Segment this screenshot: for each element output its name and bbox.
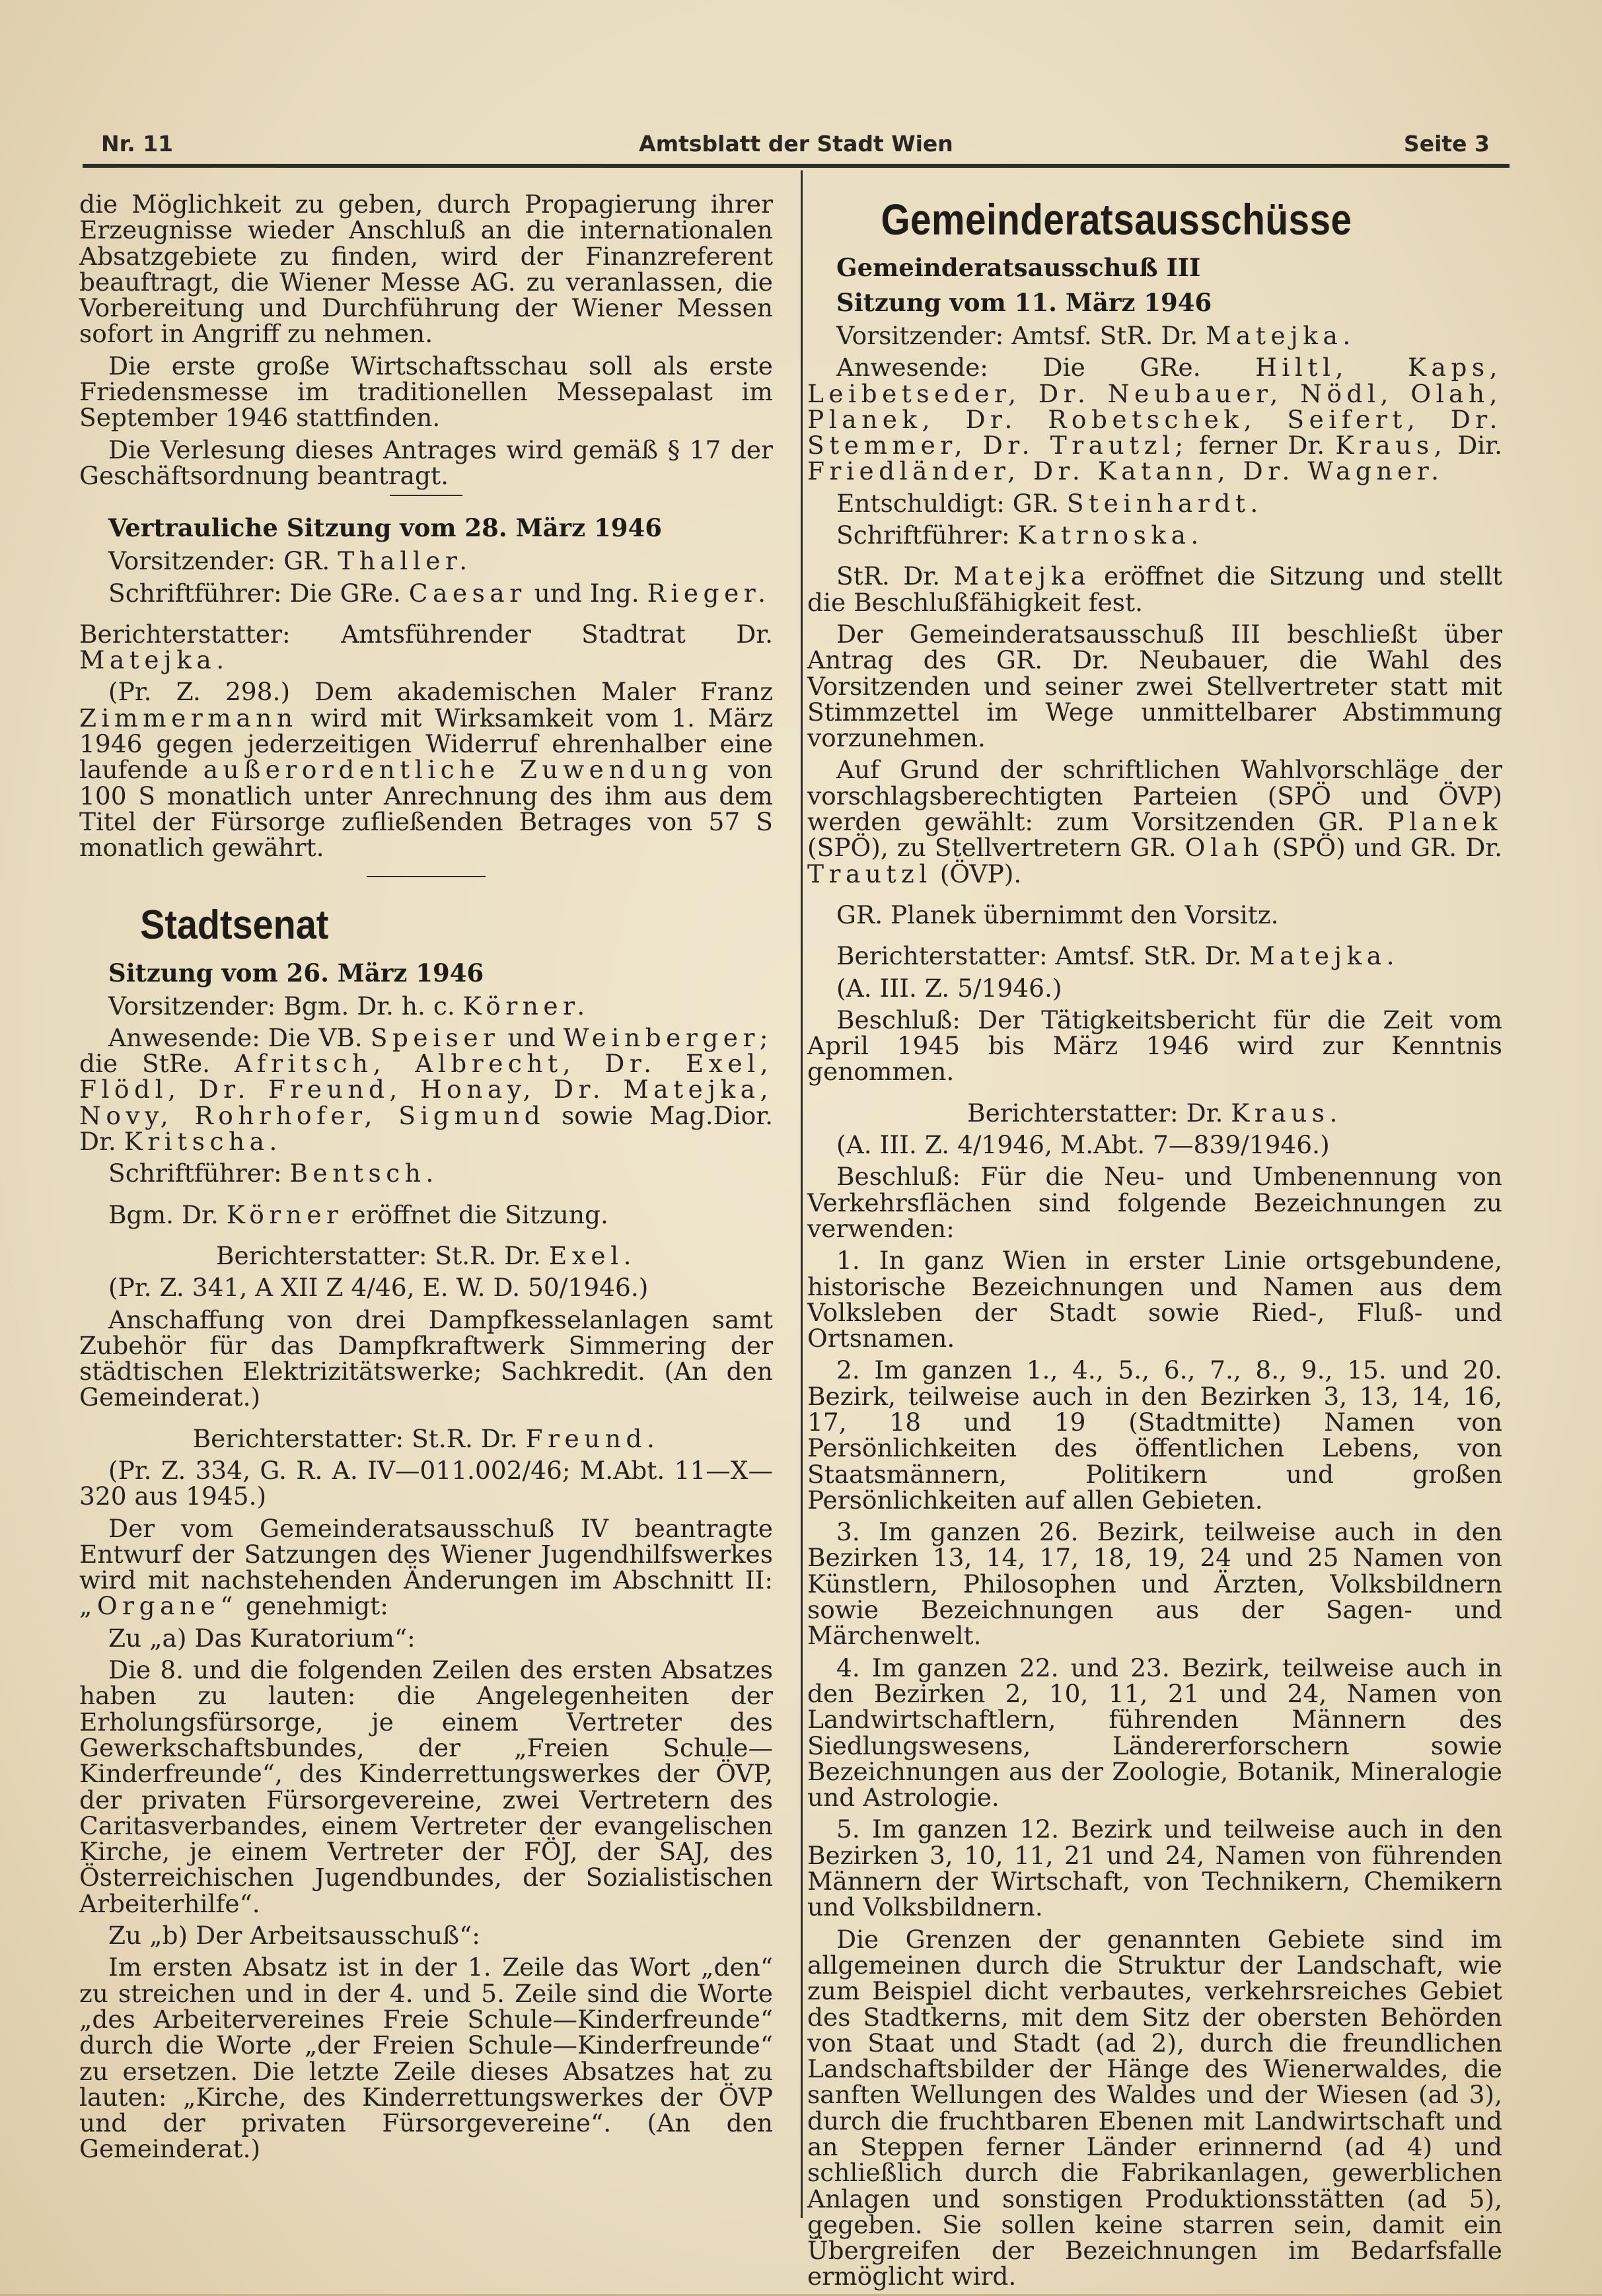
text: von 100 S monatlich unter Anrechnung des ihm aus dem Titel der Fürsorge zufließenden Betrages von 57 S monatlich gewährt. xyxy=(79,755,773,863)
page-number: Seite 3 xyxy=(1403,131,1490,157)
column-divider xyxy=(801,170,803,2218)
right-column xyxy=(807,192,1502,2296)
text: ferner Dr. xyxy=(1198,431,1325,460)
person-name: Thaller. xyxy=(338,546,472,576)
reference: (A. III. Z. 4/1946, M.Abt. 7—839/1946.) xyxy=(836,1130,1330,1160)
person-name: Kraus. xyxy=(1231,1098,1342,1128)
paragraph: GR. Planek übernimmt den Vorsitz. xyxy=(836,900,1279,929)
label: Berichterstatter: Amtsführender Stadtrat Dr. xyxy=(79,619,773,649)
list-item: 4. Im ganzen 22. und 23. Bezirk, teilweise auch in den Bezirken 2, 10, 11, 21 und 24, Namen von Landwirtschaftlern, führenden Männern des Siedlungswesens, Ländererforschern sowie Bezeichnungen aus der Zoologie, Botanik, Mineralogie und Astrologie. xyxy=(807,1653,1502,1812)
person-name: Olah xyxy=(1184,833,1264,863)
text: sowie Mag.Dior. Dr. xyxy=(79,1100,774,1157)
person-name: Kraus, xyxy=(1335,431,1447,460)
section-heading: Sitzung vom 26. März 1946 xyxy=(108,958,484,987)
text: (ÖVP). xyxy=(939,859,1022,888)
person-name: Katrnoska. xyxy=(1017,520,1204,550)
paragraph xyxy=(807,757,1502,886)
text: eröffnet die Sitzung. xyxy=(351,1200,608,1229)
section-title: Gemeinderatsausschüsse xyxy=(881,195,1352,244)
section-divider xyxy=(390,495,462,496)
label: Vorsitzender: Bgm. Dr. h. c. xyxy=(108,991,455,1021)
list-item: 3. Im ganzen 26. Bezirk, teilweise auch in den Bezirken 13, 14, 17, 18, 19, 24 und 25 Namen von Künstlern, Philosophen und Ärzten, Volksbildnern sowie Bezeichnungen aus der Sagen- und Märchenwelt. xyxy=(807,1517,1502,1651)
subheading: Zu „b) Der Arbeitsausschuß“: xyxy=(108,1921,480,1951)
text: (Pr. Z. 298.) Dem akademischen Maler Franz xyxy=(108,677,773,707)
rapporteur-line xyxy=(79,1423,773,1453)
paragraph: Beschluß: Der Tätigkeitsbericht für die Zeit vom April 1945 bis März 1946 wird zur Kenntnis genommen. xyxy=(807,1005,1502,1087)
label: Berichterstatter: St.R. Dr. xyxy=(192,1423,518,1453)
paragraph: Die 8. und die folgenden Zeilen des ersten Absatzes haben zu lauten: die Angelegenheiten der Erholungsfürsorge, je einem Vertreter des Gewerkschaftsbundes, der „Freien Schule—Kinderfreunde“, des Kinderrettungswerkes der ÖVP, der privaten Fürsorgevereine, zwei Vertretern des Caritasverbandes, einem Vertreter der evangelischen Kirche, je einem Vertreter der FÖJ, der SAJ, des Österreichischen Jugendbundes, der Sozialistischen Arbeiterhilfe“. xyxy=(79,1655,773,1918)
chair-line xyxy=(79,993,773,1019)
list-item: 5. Im ganzen 12. Bezirk und teilweise auch in den Bezirken 3, 10, 11, 21 und 24, Namen von führenden Männern der Wirtschaft, von Technikern, Chemikern und Volksbildnern. xyxy=(807,1814,1502,1922)
paragraph: Anschaffung von drei Dampfkesselanlagen samt Zubehör für das Dampfkraftwerk Simmering der städtischen Elektrizitätswerke; Sachkredit. (An den Gemeinderat.) xyxy=(79,1305,773,1412)
secretary-line xyxy=(807,522,1502,548)
text: Der vom Gemeinderatsausschuß IV beantragte Entwurf der Satzungen des Wiener Jugendhilfswerkes wird mit nachstehenden Änderungen im Abschnitt II: xyxy=(79,1513,773,1595)
section-subtitle: Gemeinderatsausschuß III xyxy=(836,253,1201,282)
label: Vorsitzender: GR. xyxy=(108,546,330,576)
issue-number: Nr. 11 xyxy=(101,131,174,157)
person-name: Matejka. xyxy=(79,645,229,675)
rapporteur-line xyxy=(79,1240,773,1270)
person-name: Speiser xyxy=(370,1022,500,1052)
text: Dir. xyxy=(1457,431,1503,460)
opening-line xyxy=(79,1202,773,1228)
person-name: Rieger. xyxy=(647,578,771,608)
attendees xyxy=(807,355,1502,484)
paragraph xyxy=(79,679,773,861)
emphasis: „Organe“ xyxy=(79,1591,238,1621)
person-name: Körner. xyxy=(462,991,590,1021)
person-name: Matejka xyxy=(953,561,1091,591)
person-name: Planek xyxy=(1387,807,1503,837)
person-name: Matejka. xyxy=(1249,941,1400,971)
excused-line xyxy=(807,488,1502,518)
text: und xyxy=(507,1022,556,1052)
label: Anwesende: Die GRe. xyxy=(836,353,1201,382)
label: Anwesende: Die VB. xyxy=(108,1022,363,1052)
text: (SPÖ) und GR. Dr. xyxy=(1272,833,1502,863)
text: genehmigt: xyxy=(245,1591,388,1621)
person-name: Kritscha. xyxy=(124,1127,282,1157)
label: Schriftführer: xyxy=(108,1159,282,1188)
paragraph: Die Grenzen der genannten Gebiete sind im allgemeinen durch die Struktur der Landschaft, wie zum Beispiel dicht verbautes, verkehrsreiches Gebiet des Stadtkerns, mit dem Sitz der obersten Behörden von Staat und Stadt (ad 2), durch die freundlichen Landschaftsbilder der Hänge des Wienerwaldes, die sanften Wellungen des Waldes und der Wiesen (ad 3), durch die fruchtbaren Ebenen mit Landwirtschaft und an Steppen ferner Länder erinnernd (ad 4) und schließlich durch die Fabrikanlagen, gewerblichen Anlagen und sonstigen Produktionsstätten (ad 5), gegeben. Sie sollen keine starren sein, damit ein Übergreifen der Bezeichnungen im Bedarfsfalle ermöglicht wird. xyxy=(807,1924,1502,2291)
list-item: 1. In ganz Wien in erster Linie ortsgebundene, historische Bezeichnungen und Namen aus dem Volksleben der Stadt sowie Ried-, Fluß- und Ortsnamen. xyxy=(807,1246,1502,1353)
paragraph: Die Verlesung dieses Antrages wird gemäß § 17 der Geschäftsordnung beantragt. xyxy=(79,435,773,490)
text: die StRe. xyxy=(79,1049,211,1079)
rapporteur-line xyxy=(79,619,773,675)
label: Vorsitzender: Amtsf. StR. Dr. xyxy=(836,321,1198,350)
person-name: Exel. xyxy=(548,1240,637,1270)
publication-title: Amtsblatt der Stadt Wien xyxy=(639,131,953,157)
person-name: Caesar xyxy=(408,578,527,608)
paragraph xyxy=(807,563,1502,616)
label: Schriftführer: Die GRe. xyxy=(108,578,401,608)
text: (SPÖ), zu Stellvertretern GR. xyxy=(807,833,1177,863)
chair-line xyxy=(807,323,1502,349)
section-title: Stadtsenat xyxy=(140,902,329,948)
label: Berichterstatter: Amtsf. StR. Dr. xyxy=(836,941,1242,971)
page-header xyxy=(83,131,1510,161)
paragraph: Beschluß: Für die Neu- und Umbenennung von Verkehrsflächen sind folgende Bezeichnungen zu verwenden: xyxy=(807,1162,1502,1243)
paragraph xyxy=(79,1513,773,1621)
label: Berichterstatter: Dr. xyxy=(967,1098,1223,1128)
left-column xyxy=(79,192,773,2169)
rapporteur-line xyxy=(807,943,1502,969)
text: eröffnet die Sitzung und stellt die Beschlußfähigkeit fest. xyxy=(807,561,1503,617)
section-divider xyxy=(367,876,486,877)
attendees xyxy=(79,1022,774,1157)
section-heading: Sitzung vom 11. März 1946 xyxy=(836,288,1212,317)
person-name: Matejka. xyxy=(1206,321,1356,350)
person-name: Bentsch. xyxy=(289,1159,439,1188)
section-heading: Vertrauliche Sitzung vom 28. März 1946 xyxy=(108,513,662,543)
label: Schriftführer: xyxy=(836,520,1010,550)
person-names: Friedländer, Dr. Katann, Dr. Wagner. xyxy=(807,456,1444,486)
paragraph: Die erste große Wirtschaftsschau soll als erste Friedensmesse im traditionellen Messepalast im September 1946 stattfinden. xyxy=(79,351,773,433)
paragraph: die Möglichkeit zu geben, durch Propagierung ihrer Erzeugnisse wieder Anschluß an die internationalen Absatzgebiete zu finden, wird der Finanzreferent beauftragt, die Wiener Messe AG. zu veranlassen, die Vorbereitung und Durchführung der Wiener Messen sofort in Angriff zu nehmen. xyxy=(79,190,773,349)
person-name: Freund. xyxy=(525,1423,660,1453)
label: StR. Dr. xyxy=(836,561,941,591)
text: wird mit Wirksamkeit vom 1. März 1946 gegen jederzeitigen Widerruf ehrenhalber eine laufende xyxy=(79,703,773,785)
secretary-line xyxy=(79,578,773,608)
subheading: Zu „a) Das Kuratorium“: xyxy=(108,1623,416,1653)
chair-line xyxy=(79,548,773,574)
secretary-line xyxy=(79,1161,773,1186)
rapporteur-line xyxy=(807,1100,1502,1126)
person-name: Zimmermann xyxy=(79,703,298,733)
paragraph: Der Gemeinderatsausschuß III beschließt über Antrag des GR. Dr. Neubauer, die Wahl des Vorsitzenden und seiner zwei Stellvertreter statt mit Stimmzettel im Wege unmittelbarer Abstimmung vorzunehmen. xyxy=(807,619,1502,753)
label: Bgm. Dr. xyxy=(108,1200,219,1229)
label: Entschuldigt: GR. xyxy=(836,488,1059,518)
text: und Ing. xyxy=(534,578,639,608)
person-name: Trautzl xyxy=(807,859,932,888)
label: Berichterstatter: St.R. Dr. xyxy=(215,1240,541,1270)
reference: (Pr. Z. 341, A XII Z 4/46, E. W. D. 50/1946.) xyxy=(108,1273,649,1303)
person-name: Steinhardt. xyxy=(1066,488,1263,518)
header-rule xyxy=(83,164,1510,168)
list-item: 2. Im ganzen 1., 4., 5., 6., 7., 8., 9., 15. und 20. Bezirk, teilweise auch in den Bezirken 3, 13, 14, 16, 17, 18 und 19 (Stadtmitte) Namen von Persönlichkeiten des öffentlichen Lebens, von Staatsmännern, Politikern und großen Persönlichkeiten auf allen Gebieten. xyxy=(807,1355,1502,1515)
person-names: Afritsch, Albrecht, Dr. Exel, Flödl, Dr. Freund, Honay, Dr. Matejka, Novy, Rohrhofer, Sigmund xyxy=(79,1049,773,1130)
person-name: Körner xyxy=(226,1200,344,1229)
person-names: Hiltl, Kaps, Leibetseder, Dr. Neubauer, Nödl, Olah, Planek, Dr. Robetschek, Seifert, Dr. Stemmer, Dr. Trautzl; xyxy=(807,353,1503,460)
person-name: Weinberger; xyxy=(563,1022,774,1052)
emphasis: außerordentliche Zuwendung xyxy=(203,755,713,785)
reference: (Pr. Z. 334, G. R. A. IV—011.002/46; M.Abt. 11—X—320 aus 1945.) xyxy=(79,1455,773,1511)
text: Auf Grund der schriftlichen Wahlvorschläge der vorschlagsberechtigten Parteien (SPÖ und ÖVP) werden gewählt: zum Vorsitzenden GR. xyxy=(807,755,1502,837)
paragraph: Im ersten Absatz ist in der 1. Zeile das Wort „den“ zu streichen und in der 4. und 5. Zeile sind die Worte „des Arbeitervereines Freie Schule—Kinderfreunde“ durch die Worte „der Freien Schule—Kinderfreunde“ zu ersetzen. Die letzte Zeile dieses Absatzes hat zu lauten: „Kirche, des Kinderrettungswerkes der ÖVP und der privaten Fürsorgevereine“. (An den Gemeinderat.) xyxy=(79,1953,773,2164)
reference: (A. III. Z. 5/1946.) xyxy=(836,973,1062,1003)
